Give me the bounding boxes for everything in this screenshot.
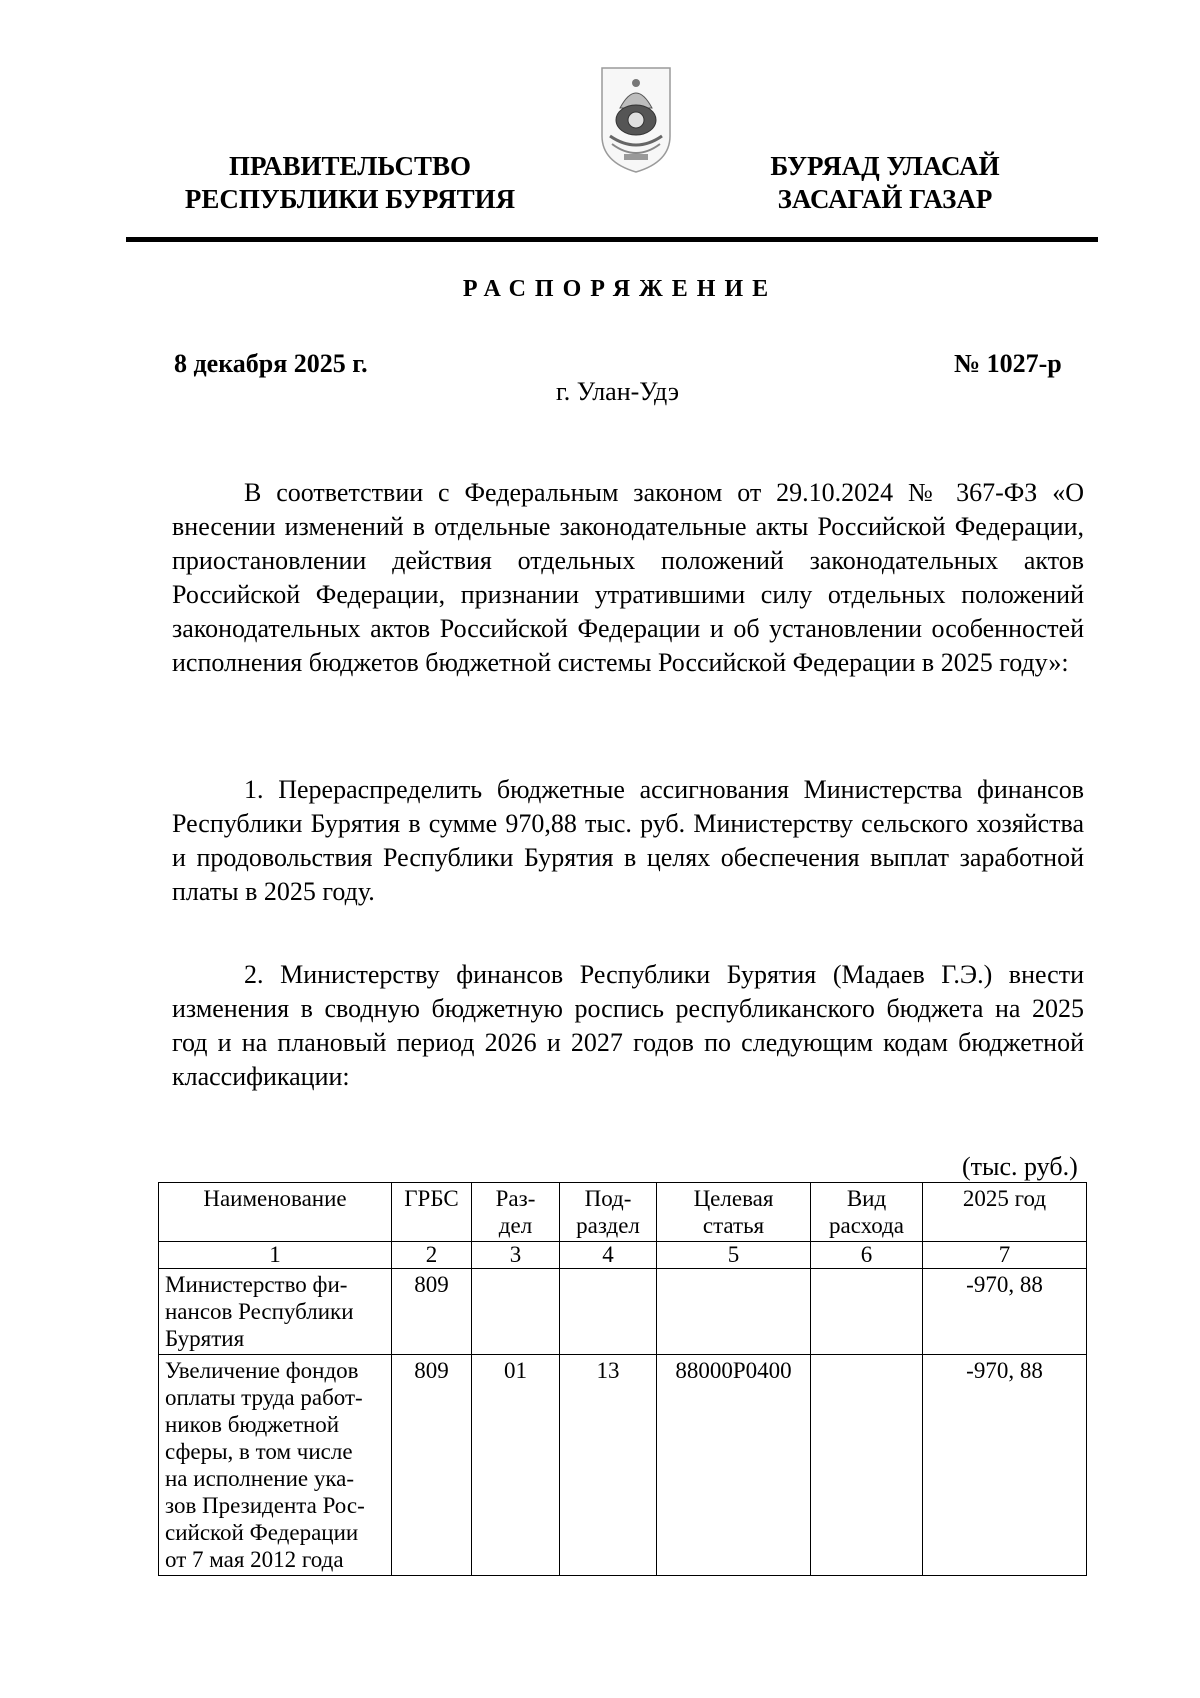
government-name-line2: РЕСПУБЛИКИ БУРЯТИЯ [184, 184, 516, 214]
item-1-text: 1. Перераспределить бюджетные ассигнования Министерства финансов Республики Бурятия в сумме 970,88 тыс. руб. Министерству сельского хозяйства и продовольствия Республики Бурятия в целях обеспечения выплат заработной платы в 2025 году. [172, 775, 1084, 906]
column-number-row [159, 1242, 1087, 1269]
header-expense-type: Вид расхода [811, 1183, 923, 1242]
row-amount: -970, 88 [923, 1355, 1087, 1576]
coat-of-arms-icon [596, 58, 676, 174]
preamble-paragraph [172, 476, 1084, 680]
item-1-paragraph [172, 773, 1084, 909]
col-number: 3 [472, 1242, 560, 1269]
row-grbs: 809 [392, 1269, 472, 1355]
row-grbs: 809 [392, 1355, 472, 1576]
buryat-name-line1: БУРЯАД УЛАСАЙ [770, 151, 1000, 181]
buryat-name-line2: ЗАСАГАЙ ГАЗАР [777, 184, 993, 214]
header-name: Наименование [159, 1183, 392, 1242]
document-title: РАСПОРЯЖЕНИЕ [462, 276, 778, 302]
item-2-text: 2. Министерству финансов Республики Бурятия (Мадаев Г.Э.) внести изменения в сводную бюджетную роспись республиканского бюджета на 2025 год и на плановый период 2026 и 2027 годов по следующим кодам бюджетной классификации: [172, 960, 1084, 1091]
row-name: Увеличение фондов оплаты труда работ- ников бюджетной сферы, в том числе на исполнение ука- зов Президента Рос- сийской Федерации от 7 мая 2012 года [159, 1355, 392, 1576]
row-expense-type [811, 1355, 923, 1576]
government-name-line1: ПРАВИТЕЛЬСТВО [228, 151, 472, 181]
preamble-text: В соответствии с Федеральным законом от 29.10.2024 № 367-ФЗ «О внесении изменений в отдельные законодательные акты Российской Федерации, приостановлении действия отдельных положений законодательных актов Российской Федерации, признании утратившими силу отдельных положений законодательных актов Российской Федерации и об установлении особенностей исполнения бюджетов бюджетной системы Российской Федерации в 2025 году»: [172, 478, 1084, 677]
col-number: 7 [923, 1242, 1087, 1269]
table-row [159, 1269, 1087, 1355]
col-number: 2 [392, 1242, 472, 1269]
row-section: 01 [472, 1355, 560, 1576]
col-number: 5 [657, 1242, 811, 1269]
row-amount: -970, 88 [923, 1269, 1087, 1355]
table-header-row [159, 1183, 1087, 1242]
col-number: 1 [159, 1242, 392, 1269]
row-subsection: 13 [560, 1355, 657, 1576]
row-name: Министерство фи- нансов Республики Бурятия [159, 1269, 392, 1355]
row-target-article [657, 1269, 811, 1355]
header-subsection: Под- раздел [560, 1183, 657, 1242]
row-section [472, 1269, 560, 1355]
row-expense-type [811, 1269, 923, 1355]
document-city: г. Улан-Удэ [556, 377, 680, 406]
row-subsection [560, 1269, 657, 1355]
col-number: 4 [560, 1242, 657, 1269]
table-row [159, 1355, 1087, 1576]
header-year-2025: 2025 год [923, 1183, 1087, 1242]
header-target-article: Целевая статья [657, 1183, 811, 1242]
document-number: № 1027-р [954, 349, 1062, 378]
government-name-russian [140, 150, 560, 216]
table-units: (тыс. руб.) [962, 1152, 1078, 1181]
item-2-paragraph [172, 958, 1084, 1094]
row-target-article: 88000Р0400 [657, 1355, 811, 1576]
document-date: 8 декабря 2025 г. [174, 349, 368, 378]
header-section: Раз- дел [472, 1183, 560, 1242]
header-divider [126, 237, 1098, 242]
col-number: 6 [811, 1242, 923, 1269]
header-grbs: ГРБС [392, 1183, 472, 1242]
budget-table [158, 1182, 1087, 1576]
government-name-buryat [720, 150, 1050, 216]
